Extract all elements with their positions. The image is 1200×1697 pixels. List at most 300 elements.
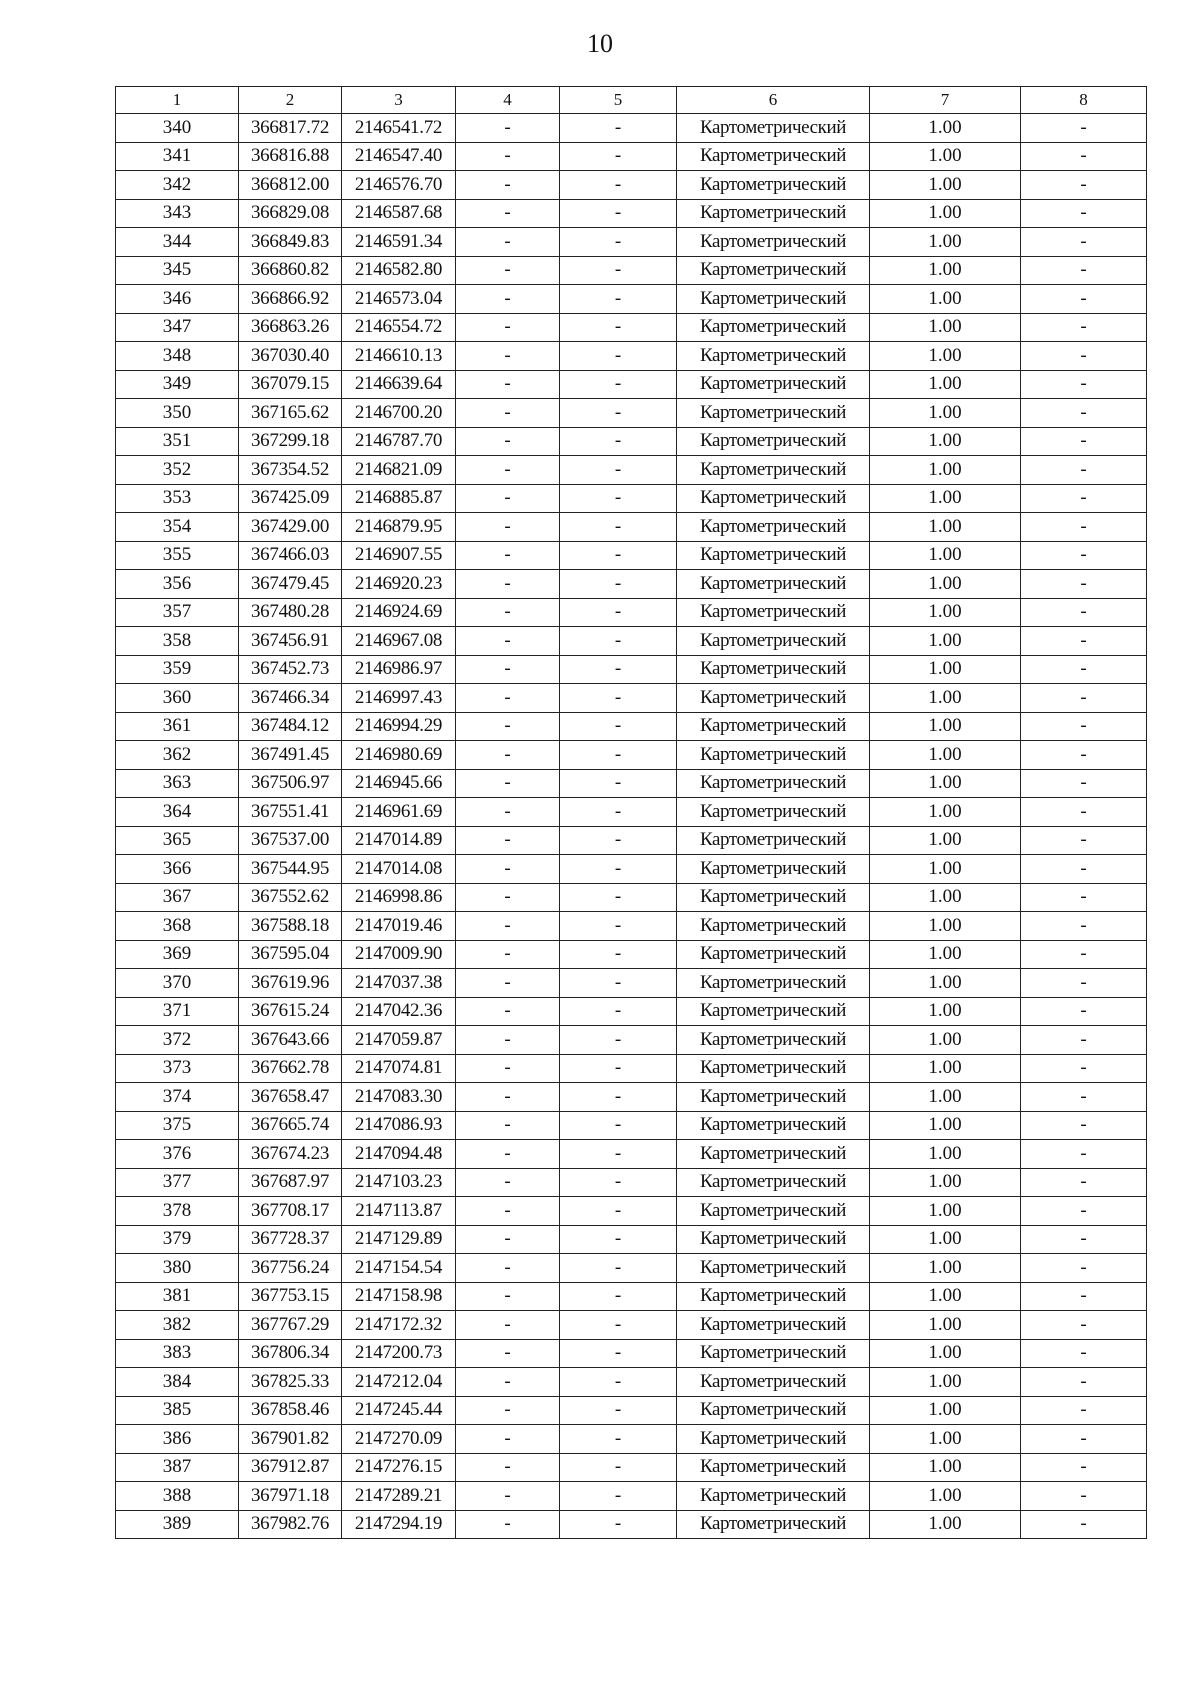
table-cell-col-6: Картометрический [677,712,870,741]
table-cell-col-8: - [1021,940,1147,969]
table-cell-col-4: - [456,285,560,314]
table-cell-col-8: - [1021,1339,1147,1368]
table-cell-col-3: 2147276.15 [342,1453,456,1482]
table-row [116,541,1147,570]
table-cell-col-6: Картометрический [677,570,870,599]
table-cell-col-2: 367971.18 [239,1482,342,1511]
table-cell-col-8: - [1021,427,1147,456]
table-row [116,826,1147,855]
table-row [116,114,1147,143]
table-cell-col-5: - [560,855,677,884]
table-cell-col-8: - [1021,513,1147,542]
table-cell-col-6: Картометрический [677,1225,870,1254]
table-cell-col-5: - [560,256,677,285]
table-cell-col-1: 371 [116,997,239,1026]
table-cell-col-2: 366817.72 [239,114,342,143]
table-cell-col-4: - [456,798,560,827]
table-cell-col-4: - [456,1225,560,1254]
table-cell-col-7: 1.00 [870,114,1021,143]
table-cell-col-1: 389 [116,1510,239,1539]
table-cell-col-7: 1.00 [870,1510,1021,1539]
table-cell-col-7: 1.00 [870,1026,1021,1055]
table-row [116,285,1147,314]
table-cell-col-8: - [1021,826,1147,855]
table-cell-col-5: - [560,570,677,599]
table-cell-col-5: - [560,769,677,798]
table-row [116,1396,1147,1425]
table-cell-col-3: 2146700.20 [342,399,456,428]
table-cell-col-4: - [456,627,560,656]
table-cell-col-2: 367456.91 [239,627,342,656]
page-number: 10 [587,29,613,58]
table-cell-col-8: - [1021,1254,1147,1283]
table-cell-col-4: - [456,1083,560,1112]
table-cell-col-4: - [456,997,560,1026]
table-cell-col-5: - [560,1140,677,1169]
table-cell-col-8: - [1021,741,1147,770]
table-cell-col-3: 2147245.44 [342,1396,456,1425]
table-cell-col-4: - [456,684,560,713]
table-cell-col-7: 1.00 [870,313,1021,342]
table-cell-col-2: 367858.46 [239,1396,342,1425]
table-cell-col-5: - [560,969,677,998]
table-cell-col-7: 1.00 [870,1396,1021,1425]
table-cell-col-6: Картометрический [677,484,870,513]
table-cell-col-5: - [560,114,677,143]
table-cell-col-6: Картометрический [677,655,870,684]
table-cell-col-5: - [560,1510,677,1539]
table-cell-col-2: 367687.97 [239,1168,342,1197]
table-cell-col-7: 1.00 [870,370,1021,399]
table-cell-col-1: 342 [116,171,239,200]
table-cell-col-2: 367806.34 [239,1339,342,1368]
table-cell-col-8: - [1021,285,1147,314]
table-cell-col-5: - [560,883,677,912]
table-header-row [116,87,1147,114]
table-cell-col-1: 377 [116,1168,239,1197]
table-cell-col-6: Картометрический [677,228,870,257]
table-cell-col-3: 2146821.09 [342,456,456,485]
table-cell-col-8: - [1021,1026,1147,1055]
table-cell-col-1: 379 [116,1225,239,1254]
table-cell-col-6: Картометрический [677,541,870,570]
table-cell-col-5: - [560,513,677,542]
table-cell-col-6: Картометрический [677,1168,870,1197]
table-cell-col-5: - [560,427,677,456]
table-cell-col-4: - [456,484,560,513]
table-cell-col-4: - [456,1026,560,1055]
table-cell-col-2: 367619.96 [239,969,342,998]
table-cell-col-6: Картометрический [677,313,870,342]
table-cell-col-3: 2147042.36 [342,997,456,1026]
table-cell-col-3: 2146961.69 [342,798,456,827]
table-cell-col-1: 345 [116,256,239,285]
table-row [116,142,1147,171]
table-cell-col-2: 367767.29 [239,1311,342,1340]
table-cell-col-4: - [456,199,560,228]
column-header-8: 8 [1021,87,1147,114]
table-cell-col-5: - [560,1254,677,1283]
table-cell-col-7: 1.00 [870,570,1021,599]
table-cell-col-7: 1.00 [870,171,1021,200]
table-cell-col-6: Картометрический [677,1368,870,1397]
table-cell-col-2: 367756.24 [239,1254,342,1283]
table-cell-col-2: 367662.78 [239,1054,342,1083]
table-cell-col-5: - [560,1225,677,1254]
table-cell-col-4: - [456,1453,560,1482]
table-row [116,228,1147,257]
table-cell-col-1: 385 [116,1396,239,1425]
table-cell-col-3: 2147103.23 [342,1168,456,1197]
table-cell-col-1: 387 [116,1453,239,1482]
table-cell-col-5: - [560,370,677,399]
table-row [116,570,1147,599]
table-cell-col-6: Картометрический [677,1453,870,1482]
table-row [116,1368,1147,1397]
table-cell-col-5: - [560,142,677,171]
table-cell-col-8: - [1021,598,1147,627]
table-cell-col-1: 380 [116,1254,239,1283]
table-cell-col-6: Картометрический [677,142,870,171]
table-cell-col-6: Картометрический [677,456,870,485]
table-cell-col-8: - [1021,1368,1147,1397]
table-cell-col-8: - [1021,484,1147,513]
table-cell-col-7: 1.00 [870,655,1021,684]
table-cell-col-3: 2146907.55 [342,541,456,570]
table-cell-col-5: - [560,541,677,570]
column-header-2: 2 [239,87,342,114]
table-cell-col-6: Картометрический [677,285,870,314]
table-cell-col-2: 367708.17 [239,1197,342,1226]
table-cell-col-3: 2146547.40 [342,142,456,171]
table-cell-col-6: Картометрический [677,997,870,1026]
table-cell-col-2: 367537.00 [239,826,342,855]
column-header-3: 3 [342,87,456,114]
table-cell-col-7: 1.00 [870,826,1021,855]
table-cell-col-6: Картометрический [677,1026,870,1055]
table-cell-col-3: 2147037.38 [342,969,456,998]
table-row [116,655,1147,684]
table-cell-col-3: 2147009.90 [342,940,456,969]
table-cell-col-7: 1.00 [870,256,1021,285]
table-cell-col-5: - [560,627,677,656]
table-cell-col-1: 350 [116,399,239,428]
table-cell-col-5: - [560,484,677,513]
table-cell-col-7: 1.00 [870,342,1021,371]
table-cell-col-2: 366849.83 [239,228,342,257]
table-cell-col-5: - [560,1396,677,1425]
table-cell-col-2: 367429.00 [239,513,342,542]
table-cell-col-2: 367912.87 [239,1453,342,1482]
table-cell-col-4: - [456,826,560,855]
table-cell-col-7: 1.00 [870,969,1021,998]
table-cell-col-4: - [456,655,560,684]
table-cell-col-2: 367551.41 [239,798,342,827]
table-cell-col-5: - [560,826,677,855]
table-cell-col-4: - [456,883,560,912]
table-cell-col-1: 374 [116,1083,239,1112]
table-cell-col-5: - [560,285,677,314]
table-body [116,114,1147,1539]
table-cell-col-7: 1.00 [870,285,1021,314]
table-cell-col-2: 367595.04 [239,940,342,969]
table-cell-col-1: 361 [116,712,239,741]
table-cell-col-3: 2146541.72 [342,114,456,143]
table-cell-col-4: - [456,855,560,884]
table-cell-col-3: 2146554.72 [342,313,456,342]
table-row [116,1254,1147,1283]
table-cell-col-3: 2146980.69 [342,741,456,770]
table-cell-col-4: - [456,1482,560,1511]
table-cell-col-1: 346 [116,285,239,314]
table-cell-col-6: Картометрический [677,1396,870,1425]
table-cell-col-6: Картометрический [677,1510,870,1539]
table-cell-col-5: - [560,1482,677,1511]
table-cell-col-7: 1.00 [870,1282,1021,1311]
table-cell-col-7: 1.00 [870,684,1021,713]
table-cell-col-7: 1.00 [870,1083,1021,1112]
table-cell-col-4: - [456,769,560,798]
table-cell-col-6: Картометрический [677,684,870,713]
table-cell-col-6: Картометрический [677,114,870,143]
table-row [116,1197,1147,1226]
table-cell-col-2: 367825.33 [239,1368,342,1397]
column-header-4: 4 [456,87,560,114]
table-cell-col-7: 1.00 [870,997,1021,1026]
table-cell-col-6: Картометрический [677,1482,870,1511]
table-cell-col-3: 2146639.64 [342,370,456,399]
table-cell-col-6: Картометрический [677,513,870,542]
table-cell-col-2: 367506.97 [239,769,342,798]
table-cell-col-6: Картометрический [677,912,870,941]
table-cell-col-1: 341 [116,142,239,171]
table-cell-col-6: Картометрический [677,741,870,770]
table-cell-col-4: - [456,427,560,456]
table-row [116,342,1147,371]
table-cell-col-1: 369 [116,940,239,969]
table-cell-col-1: 340 [116,114,239,143]
table-row [116,741,1147,770]
table-cell-col-8: - [1021,627,1147,656]
table-cell-col-5: - [560,342,677,371]
coordinates-table [115,86,1147,1539]
table-cell-col-7: 1.00 [870,940,1021,969]
table-row [116,855,1147,884]
column-header-1: 1 [116,87,239,114]
table-cell-col-3: 2147154.54 [342,1254,456,1283]
table-cell-col-6: Картометрический [677,940,870,969]
table-cell-col-2: 367643.66 [239,1026,342,1055]
table-cell-col-5: - [560,1054,677,1083]
table-cell-col-8: - [1021,570,1147,599]
table-cell-col-2: 367479.45 [239,570,342,599]
table-cell-col-7: 1.00 [870,1425,1021,1454]
table-cell-col-5: - [560,1311,677,1340]
table-cell-col-4: - [456,370,560,399]
table-row [116,456,1147,485]
table-cell-col-3: 2146576.70 [342,171,456,200]
table-cell-col-8: - [1021,655,1147,684]
table-cell-col-7: 1.00 [870,1368,1021,1397]
table-cell-col-1: 347 [116,313,239,342]
table-cell-col-4: - [456,1396,560,1425]
table-cell-col-8: - [1021,114,1147,143]
table-cell-col-7: 1.00 [870,427,1021,456]
table-cell-col-1: 366 [116,855,239,884]
table-cell-col-3: 2146945.66 [342,769,456,798]
table-cell-col-3: 2146997.43 [342,684,456,713]
table-cell-col-4: - [456,171,560,200]
table-cell-col-2: 367753.15 [239,1282,342,1311]
table-cell-col-4: - [456,912,560,941]
table-cell-col-7: 1.00 [870,769,1021,798]
table-cell-col-1: 356 [116,570,239,599]
table-cell-col-3: 2147158.98 [342,1282,456,1311]
table-cell-col-7: 1.00 [870,627,1021,656]
table-cell-col-8: - [1021,1282,1147,1311]
table-cell-col-5: - [560,1197,677,1226]
table-cell-col-1: 359 [116,655,239,684]
table-cell-col-1: 353 [116,484,239,513]
table-cell-col-1: 383 [116,1339,239,1368]
table-row [116,969,1147,998]
table-cell-col-2: 367615.24 [239,997,342,1026]
table-cell-col-7: 1.00 [870,1311,1021,1340]
table-cell-col-3: 2146994.29 [342,712,456,741]
table-cell-col-4: - [456,1197,560,1226]
table-cell-col-8: - [1021,912,1147,941]
table-row [116,1339,1147,1368]
table-cell-col-1: 388 [116,1482,239,1511]
table-row [116,171,1147,200]
table-cell-col-7: 1.00 [870,883,1021,912]
table-cell-col-3: 2147289.21 [342,1482,456,1511]
table-cell-col-7: 1.00 [870,1482,1021,1511]
table-cell-col-3: 2147129.89 [342,1225,456,1254]
table-cell-col-3: 2147083.30 [342,1083,456,1112]
table-row [116,627,1147,656]
table-row [116,1425,1147,1454]
table-cell-col-7: 1.00 [870,484,1021,513]
table-row [116,769,1147,798]
table-cell-col-6: Картометрический [677,1339,870,1368]
table-cell-col-8: - [1021,1396,1147,1425]
table-row [116,940,1147,969]
table-cell-col-5: - [560,997,677,1026]
table-cell-col-2: 367165.62 [239,399,342,428]
table-cell-col-4: - [456,1510,560,1539]
table-cell-col-5: - [560,1111,677,1140]
table-row [116,1225,1147,1254]
table-cell-col-8: - [1021,997,1147,1026]
table-cell-col-2: 367079.15 [239,370,342,399]
table-cell-col-5: - [560,798,677,827]
table-cell-col-3: 2147294.19 [342,1510,456,1539]
table-cell-col-3: 2146986.97 [342,655,456,684]
table-cell-col-6: Картометрический [677,969,870,998]
table-row [116,997,1147,1026]
table-cell-col-8: - [1021,684,1147,713]
table-cell-col-8: - [1021,342,1147,371]
table-cell-col-7: 1.00 [870,199,1021,228]
table-cell-col-4: - [456,1368,560,1397]
table-row [116,313,1147,342]
table-cell-col-6: Картометрический [677,1282,870,1311]
table-cell-col-7: 1.00 [870,142,1021,171]
table-cell-col-6: Картометрический [677,627,870,656]
table-cell-col-4: - [456,1339,560,1368]
table-cell-col-5: - [560,741,677,770]
table-cell-col-8: - [1021,1482,1147,1511]
table-cell-col-4: - [456,1168,560,1197]
table-cell-col-3: 2146885.87 [342,484,456,513]
table-cell-col-5: - [560,598,677,627]
table-cell-col-2: 366866.92 [239,285,342,314]
table-cell-col-6: Картометрический [677,826,870,855]
table-cell-col-5: - [560,1026,677,1055]
table-cell-col-2: 367030.40 [239,342,342,371]
table-cell-col-2: 366812.00 [239,171,342,200]
table-cell-col-4: - [456,313,560,342]
table-cell-col-4: - [456,969,560,998]
table-cell-col-4: - [456,342,560,371]
table-cell-col-8: - [1021,1453,1147,1482]
table-cell-col-4: - [456,513,560,542]
table-cell-col-3: 2146924.69 [342,598,456,627]
table-cell-col-7: 1.00 [870,1453,1021,1482]
table-cell-col-1: 354 [116,513,239,542]
table-cell-col-3: 2146998.86 [342,883,456,912]
table-cell-col-4: - [456,1282,560,1311]
table-cell-col-5: - [560,1453,677,1482]
table-cell-col-7: 1.00 [870,1140,1021,1169]
table-cell-col-3: 2147059.87 [342,1026,456,1055]
table-cell-col-4: - [456,741,560,770]
table-cell-col-1: 376 [116,1140,239,1169]
table-cell-col-5: - [560,399,677,428]
table-cell-col-3: 2147212.04 [342,1368,456,1397]
table-cell-col-8: - [1021,1225,1147,1254]
table-cell-col-4: - [456,399,560,428]
table-cell-col-7: 1.00 [870,541,1021,570]
table-cell-col-8: - [1021,256,1147,285]
table-cell-col-1: 362 [116,741,239,770]
table-cell-col-4: - [456,1054,560,1083]
table-cell-col-1: 381 [116,1282,239,1311]
table-cell-col-7: 1.00 [870,598,1021,627]
table-cell-col-8: - [1021,142,1147,171]
table-cell-col-6: Картометрический [677,399,870,428]
table-cell-col-2: 366829.08 [239,199,342,228]
table-row [116,427,1147,456]
table-cell-col-1: 351 [116,427,239,456]
table-cell-col-6: Картометрический [677,1111,870,1140]
table-cell-col-3: 2146582.80 [342,256,456,285]
table-cell-col-6: Картометрический [677,883,870,912]
table-cell-col-2: 367674.23 [239,1140,342,1169]
table-cell-col-1: 357 [116,598,239,627]
table-cell-col-1: 367 [116,883,239,912]
table-cell-col-3: 2147172.32 [342,1311,456,1340]
table-cell-col-2: 367466.34 [239,684,342,713]
table-cell-col-2: 367354.52 [239,456,342,485]
table-cell-col-5: - [560,1368,677,1397]
table-cell-col-8: - [1021,541,1147,570]
table-cell-col-7: 1.00 [870,1168,1021,1197]
table-cell-col-4: - [456,1311,560,1340]
table-cell-col-3: 2146587.68 [342,199,456,228]
table-cell-col-3: 2147094.48 [342,1140,456,1169]
